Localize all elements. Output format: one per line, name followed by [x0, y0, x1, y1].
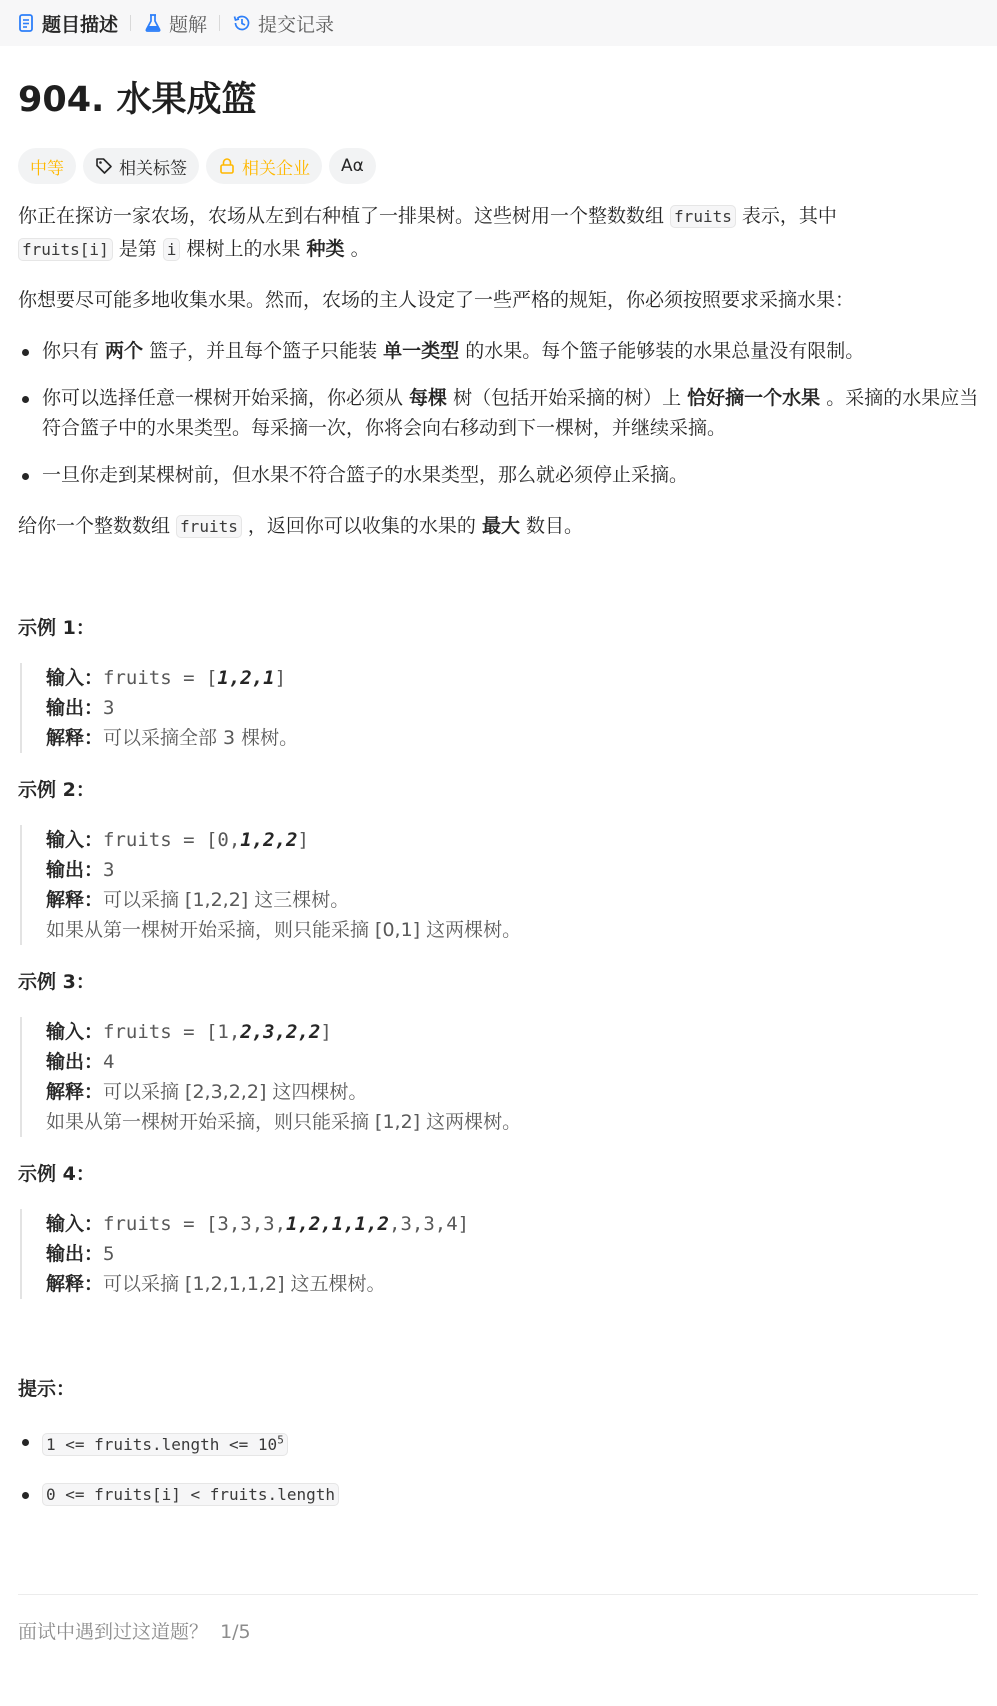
description-paragraph-3: [18, 510, 979, 543]
tab-description[interactable]: [16, 10, 118, 37]
text: 给你一个整数数组: [18, 515, 177, 537]
tab-solutions[interactable]: [143, 10, 207, 37]
example-input: [46, 1209, 979, 1239]
related-companies-button[interactable]: [206, 148, 322, 184]
text: 如果从第一棵树开始采摘，则只能采摘 [0,1] 这两棵树。: [46, 919, 522, 941]
inline-code: 0 <= fruits[i] < fruits.length: [42, 1483, 339, 1506]
list-item: [18, 1426, 979, 1460]
example-input: [46, 1017, 979, 1047]
superscript: 5: [277, 1434, 284, 1447]
highlight: 2,3,2,2: [240, 1021, 321, 1043]
bold-text: 每棵: [409, 387, 448, 409]
text: 如果从第一棵树开始采摘，则只能采摘 [1,2] 这两棵树。: [46, 1111, 522, 1133]
text: 是第: [112, 238, 163, 260]
label: 输入：: [46, 829, 104, 851]
list-item: [18, 383, 979, 443]
tab-bar: [0, 0, 997, 46]
tab-submissions-label: 提交记录: [258, 13, 335, 36]
description-paragraph-1: [18, 200, 979, 266]
related-tags-button[interactable]: [83, 148, 199, 184]
constraints-title: 提示：: [18, 1378, 76, 1400]
font-size-toggle[interactable]: Aα: [329, 148, 376, 184]
related-companies-label: 相关企业: [242, 158, 310, 179]
inline-code: fruits: [670, 205, 736, 228]
flask-icon: [143, 13, 163, 33]
lock-icon: [218, 157, 236, 175]
example-output: [46, 1239, 979, 1269]
example-title: 示例 4：: [18, 1163, 95, 1185]
text: 你可以选择任意一棵树开始采摘，你必须从: [42, 387, 410, 409]
highlight: 1,2,2: [240, 829, 298, 851]
bold-text: 最大: [481, 515, 520, 537]
example-title: 示例 3：: [18, 971, 95, 993]
label: 输出：: [46, 697, 104, 719]
text: 表示，其中: [735, 205, 837, 227]
example-explanation: [46, 723, 979, 753]
text: 你正在探访一家农场，农场从左到右种植了一排果树。这些树用一个整数数组: [18, 205, 671, 227]
example-block: [20, 825, 979, 945]
interview-question-label: 面试中遇到过这道题？: [18, 1621, 209, 1644]
label: 解释：: [46, 889, 104, 911]
text: 棵树上的水果: [180, 238, 307, 260]
tab-divider: [130, 15, 131, 31]
text: 一旦你走到某棵树前，但水果不符合篮子的水果类型，那么就必须停止采摘。: [42, 464, 689, 486]
example-explanation: [46, 1077, 979, 1107]
bold-text: 两个: [105, 340, 144, 362]
text: 1 <= fruits.length <= 10: [46, 1435, 278, 1455]
bold-text: 种类: [306, 238, 345, 260]
text: 可以采摘全部 3 棵树。: [103, 727, 299, 749]
text: fruits = [0,: [103, 829, 241, 851]
inline-code: [42, 1433, 288, 1456]
text: ,3,3,4]: [389, 1213, 470, 1235]
example-explanation-cont: [46, 915, 979, 945]
tab-submissions[interactable]: [232, 10, 334, 37]
rules-list: [18, 336, 979, 490]
label: 解释：: [46, 1081, 104, 1103]
example-explanation: [46, 885, 979, 915]
tab-description-label: 题目描述: [42, 13, 119, 36]
label: 输出：: [46, 1243, 104, 1265]
example-output: [46, 1047, 979, 1077]
problem-title: 904. 水果成篮: [18, 80, 257, 120]
tab-divider: [219, 15, 220, 31]
label: 输出：: [46, 1051, 104, 1073]
inline-code: fruits[i]: [18, 238, 113, 261]
text: 数目。: [519, 515, 583, 537]
problem-badges: [18, 148, 979, 184]
text: ]: [320, 1021, 332, 1043]
related-tags-label: 相关标签: [119, 158, 187, 179]
text: fruits = [3,3,3,: [103, 1213, 287, 1235]
tab-solutions-label: 题解: [169, 13, 208, 36]
example-block: [20, 663, 979, 753]
label: 解释：: [46, 727, 104, 749]
highlight: 1,2,1: [217, 667, 275, 689]
example-output: [46, 693, 979, 723]
interview-question-row[interactable]: [18, 1617, 979, 1647]
label: 输入：: [46, 1021, 104, 1043]
example-title: 示例 1：: [18, 617, 95, 639]
text: fruits = [1,: [103, 1021, 241, 1043]
text: ]: [274, 667, 287, 689]
label: 输入：: [46, 1213, 104, 1235]
text: 篮子，并且每个篮子只能装: [143, 340, 384, 362]
text: 可以采摘 [2,3,2,2] 这四棵树。: [103, 1081, 368, 1103]
inline-code: i: [163, 238, 181, 261]
list-item: [18, 460, 979, 490]
example-block: [20, 1017, 979, 1137]
example-title: 示例 2：: [18, 779, 95, 801]
difficulty-badge[interactable]: 中等: [18, 148, 76, 184]
example-output: [46, 855, 979, 885]
tag-icon: [95, 157, 113, 175]
problem-content: [0, 78, 997, 1647]
history-icon: [232, 13, 252, 33]
example-explanation-cont: [46, 1107, 979, 1137]
divider: [18, 1594, 978, 1595]
example-input: [46, 663, 979, 693]
text: 3: [103, 859, 115, 881]
text: 3: [103, 697, 115, 719]
list-item: [18, 1479, 979, 1510]
inline-code: fruits: [176, 515, 242, 538]
example-explanation: [46, 1269, 979, 1299]
text: 的水果。每个篮子能够装的水果总量没有限制。: [459, 340, 865, 362]
label: 解释：: [46, 1273, 104, 1295]
text: 5: [103, 1243, 115, 1265]
text: 树（包括开始采摘的树）上: [447, 387, 688, 409]
list-item: [18, 336, 979, 366]
label: 输入：: [46, 667, 104, 689]
text: fruits = [: [103, 667, 218, 689]
bold-text: 恰好摘一个水果: [687, 387, 821, 409]
label: 输出：: [46, 859, 104, 881]
text: 可以采摘 [1,2,2] 这三棵树。: [103, 889, 350, 911]
interview-counter: 1/5: [220, 1621, 251, 1644]
text: 。: [344, 238, 370, 260]
document-icon: [16, 13, 36, 33]
text: ]: [297, 829, 309, 851]
example-block: [20, 1209, 979, 1299]
constraints-list: [18, 1426, 979, 1510]
text: 4: [103, 1051, 115, 1073]
highlight: 1,2,1,1,2: [286, 1213, 389, 1235]
text: 你只有: [42, 340, 106, 362]
description-paragraph-2: 你想要尽可能多地收集水果。然而，农场的主人设定了一些严格的规矩，你必须按照要求采摘水果：: [18, 289, 855, 311]
text: ，返回你可以收集的水果的: [241, 515, 482, 537]
text: 可以采摘 [1,2,1,1,2] 这五棵树。: [103, 1273, 386, 1295]
example-input: [46, 825, 979, 855]
text: 。采摘的水果应当符合篮子中的水果类型。每采摘一次，你将会向右移动到下一棵树，并继续采摘。: [42, 387, 979, 439]
bold-text: 单一类型: [383, 340, 460, 362]
